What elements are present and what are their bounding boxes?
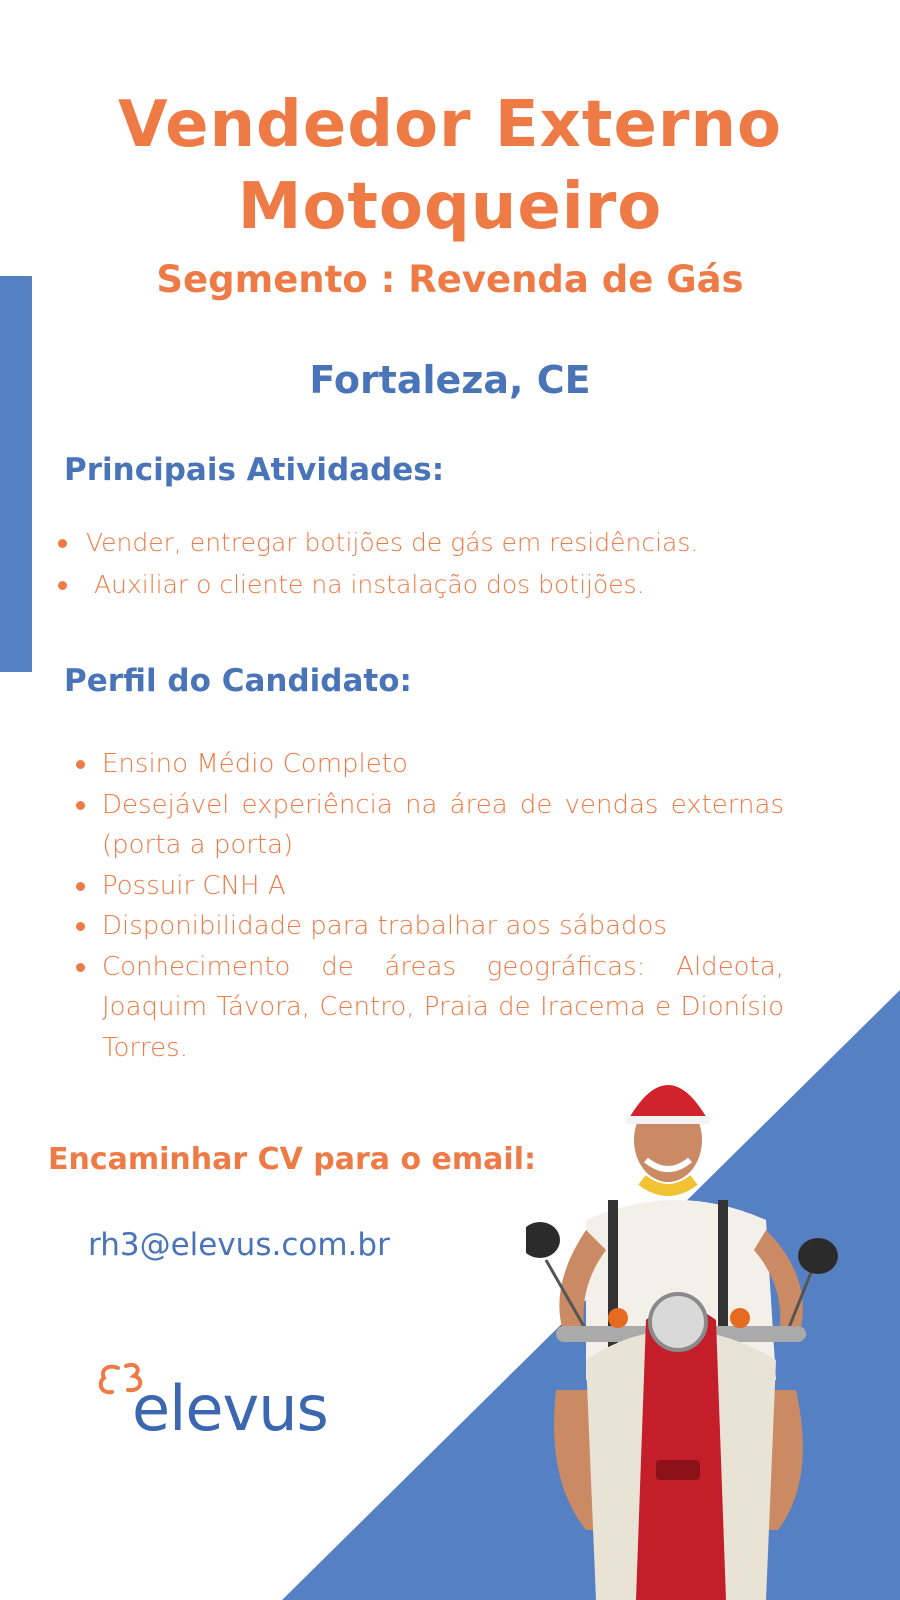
list-item: Vender, entregar botijões de gás em residências. <box>56 522 698 564</box>
list-item: Disponibilidade para trabalhar aos sábados <box>72 906 784 947</box>
segment-subtitle: Segmento : Revenda de Gás <box>156 258 744 301</box>
list-item: Desejável experiência na área de vendas externas (porta a porta) <box>72 785 784 866</box>
list-item: Conhecimento de áreas geográficas: Aldeota, Joaquim Távora, Centro, Praia de Iracema e Dionísio Torres. <box>72 947 784 1069</box>
elevus-logo <box>96 1360 356 1460</box>
email-address[interactable]: rh3@elevus.com.br <box>88 1227 390 1263</box>
profile-heading: Perfil do Candidato: <box>64 663 412 699</box>
title-line-2: Motoqueiro <box>237 170 663 244</box>
location-text: Fortaleza, CE <box>309 358 591 402</box>
scooter-rider-illustration <box>526 1060 856 1600</box>
profile-list <box>72 744 784 1068</box>
list-item: Auxiliar o cliente na instalação dos botijões. <box>56 564 698 606</box>
logo-wordmark: elevus <box>132 1372 328 1445</box>
activities-heading: Principais Atividades: <box>64 452 445 488</box>
list-item: Ensino Médio Completo <box>72 744 784 785</box>
activities-list <box>56 522 698 606</box>
email-heading: Encaminhar CV para o email: <box>48 1142 536 1177</box>
title-line-1: Vendedor Externo <box>118 88 782 162</box>
list-item: Possuir CNH A <box>72 866 784 907</box>
